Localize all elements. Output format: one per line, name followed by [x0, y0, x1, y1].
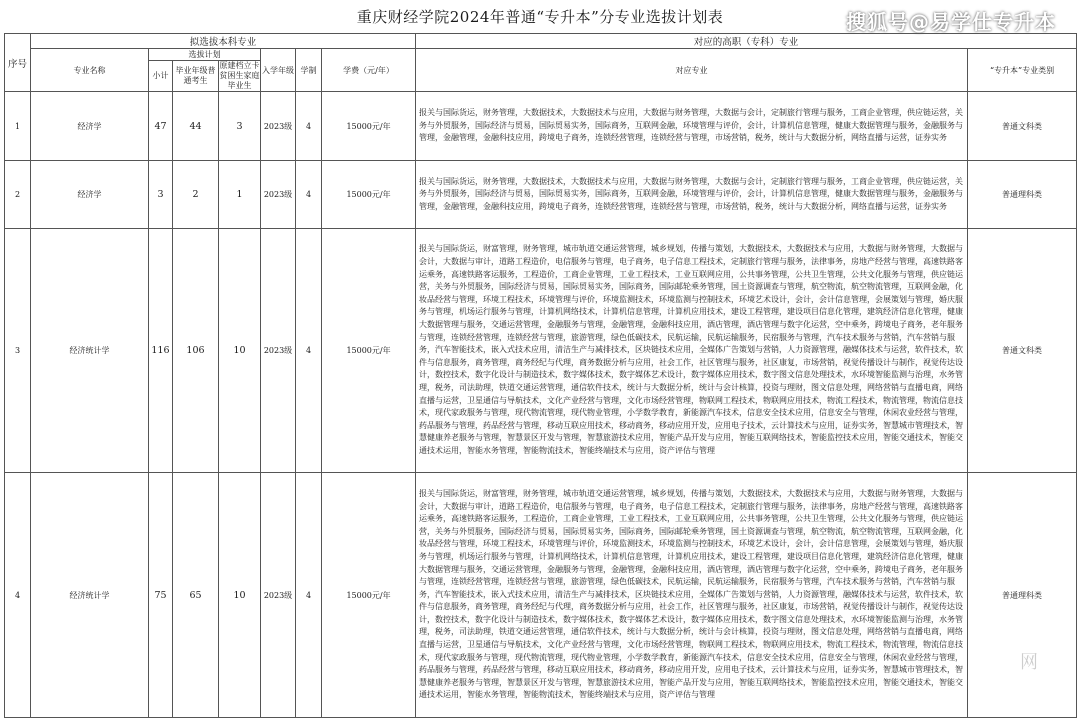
row-seq: 1: [5, 92, 31, 161]
row-major: 经济学: [31, 161, 149, 229]
header-section-vocational: 对应的高职（专科）专业: [416, 34, 1077, 49]
row-duration: 4: [296, 92, 322, 161]
row-tuition: 15000元/年: [322, 473, 416, 718]
row-enroll-year: 2023级: [261, 229, 296, 473]
row-enroll-year: 2023级: [261, 473, 296, 718]
header-duration: 学制: [296, 49, 322, 92]
row-subtotal: 3: [149, 161, 173, 229]
row-major: 经济统计学: [31, 473, 149, 718]
row-poverty: 3: [219, 92, 261, 161]
header-seq: 序号: [5, 34, 31, 92]
header-poverty: 原建档立卡贫困生家庭毕业生: [219, 61, 260, 90]
row-poverty: 10: [219, 229, 261, 473]
row-graduates: 106: [173, 229, 219, 473]
row-graduates: 65: [173, 473, 219, 718]
row-subtotal: 75: [149, 473, 173, 718]
row-seq: 2: [5, 161, 31, 229]
row-duration: 4: [296, 473, 322, 718]
row-vocational-majors: 报关与国际货运，财务管理，大数据技术，大数据技术与应用，大数据与财务管理，大数据与会计，定制旅行管理与服务，工商企业管理，供应链运营，关务与外贸服务，国际经济与贸易，国际贸易实务，国际商务，互联网金融，环境管理与评价，会计，计算机信息管理，健康大数据管理与服务，金融服务与管理，金融管理，金融科技应用，跨境电子商务，连锁经营管理，连锁经营与管理，市场营销，税务，统计与大数据分析，网络直播与运营，证券实务: [416, 92, 968, 161]
row-enroll-year: 2023级: [261, 161, 296, 229]
header-major-name: 专业名称: [31, 49, 149, 92]
row-category: 普通文科类: [968, 229, 1077, 473]
row-duration: 4: [296, 161, 322, 229]
row-poverty: 1: [219, 161, 261, 229]
row-subtotal: 47: [149, 92, 173, 161]
row-major: 经济统计学: [31, 229, 149, 473]
row-tuition: 15000元/年: [322, 92, 416, 161]
row-duration: 4: [296, 229, 322, 473]
sohu-watermark: 搜狐号@易学仕专升本: [846, 10, 1056, 34]
table-row: [5, 473, 1077, 718]
row-subtotal: 116: [149, 229, 173, 473]
row-graduates: 44: [173, 92, 219, 161]
table-row: [5, 229, 1077, 473]
row-vocational-majors: 报关与国际货运，财富管理，财务管理，城市轨道交通运营管理，城乡规划，传播与策划，大数据技术，大数据技术与应用，大数据与财务管理，大数据与会计，大数据与审计，道路工程造价，电信服务与管理，电子商务，电子信息工程技术，定制旅行管理与服务，法律事务，房地产经营与管理，高速铁路客运乘务，高速铁路客运服务，工程造价，工商企业管理，工业工程技术，工业互联网应用，公共事务管理，公共卫生管理，公共文化服务与管理，供应链运营，关务与外贸服务，国际经济与贸易，国际贸易实务，国际商务，国际邮轮乘务管理，国土资源调查与管理，航空物流，航空物流管理，互联网金融，化妆品经营与管理，环境工程技术，环境管理与评价，环境监测技术，环境监测与控制技术，环境艺术设计，会计，会计信息管理，会展策划与管理，婚庆服务与管理，机场运行服务与管理，计算机网络技术，计算机信息管理，计算机应用技术，建设工程管理，建设项目信息化管理，建筑经济信息化管理，健康大数据管理与服务，交通运营管理，金融服务与管理，金融管理，金融科技应用，酒店管理，酒店管理与数字化运营，空中乘务，跨境电子商务，老年服务与管理，连锁经营管理，连锁经营与管理，旅游管理，绿色低碳技术，民航运输，民航运输服务，民宿服务与管理，汽车技术服务与营销，汽车营销与服务，汽车智能技术，嵌入式技术应用，清洁生产与减排技术，区块链技术应用，全媒体广告策划与营销，人力资源管理，融媒体技术与运营，软件技术，软件与信息服务，商务管理，商务经纪与代理，商务数据分析与应用，社会工作，社区管理与服务，社区康复，市场营销，视觉传播设计与制作，视觉传达设计，数控技术，数字化设计与制造技术，数字媒体技术，数字媒体艺术设计，数字媒体应用技术，数字图文信息处理技术，水环境智能监测与治理，水务管理，税务，司法助理，铁道交通运营管理，通信软件技术，统计与大数据分析，统计与会计核算，投资与理财，图文信息处理，网络营销与直播电商，网络直播与运营，卫星通信与导航技术，文化产业经营与管理，文化市场经营管理，物联网工程技术，物联网应用技术，物流工程技术，物流管理，物流信息技术，现代家政服务与管理，现代物流管理，现代物业管理，小学数学教育，新能源汽车技术，信息安全技术应用，信息安全与管理，休闲农业经营与管理，药品服务与管理，药品经营与管理，移动互联应用技术，移动商务，移动应用开发，应用电子技术，云计算技术与应用，证券实务，智慧城市管理技术，智慧健康养老服务与管理，智慧景区开发与管理，智慧旅游技术应用，智能产品开发与应用，智能互联网络技术，智能监控技术应用，智能交通技术，智能交通技术运用，智能水务管理，智能物流技术，智能终端技术与应用，资产评估与管理: [416, 473, 968, 718]
table-row: [5, 161, 1077, 229]
row-vocational-majors: 报关与国际货运，财富管理，财务管理，城市轨道交通运营管理，城乡规划，传播与策划，大数据技术，大数据技术与应用，大数据与财务管理，大数据与会计，大数据与审计，道路工程造价，电信服务与管理，电子商务，电子信息工程技术，定制旅行管理与服务，法律事务，房地产经营与管理，高速铁路客运乘务，高速铁路客运服务，工程造价，工商企业管理，工业工程技术，工业互联网应用，公共事务管理，公共卫生管理，公共文化服务与管理，供应链运营，关务与外贸服务，国际经济与贸易，国际贸易实务，国际商务，国际邮轮乘务管理，国土资源调查与管理，航空物流，航空物流管理，互联网金融，化妆品经营与管理，环境工程技术，环境管理与评价，环境监测技术，环境监测与控制技术，环境艺术设计，会计，会计信息管理，会展策划与管理，婚庆服务与管理，机场运行服务与管理，计算机网络技术，计算机信息管理，计算机应用技术，建设工程管理，建设项目信息化管理，建筑经济信息化管理，健康大数据管理与服务，交通运营管理，金融服务与管理，金融管理，金融科技应用，酒店管理，酒店管理与数字化运营，空中乘务，跨境电子商务，老年服务与管理，连锁经营管理，连锁经营与管理，旅游管理，绿色低碳技术，民航运输，民航运输服务，民宿服务与管理，汽车技术服务与营销，汽车营销与服务，汽车智能技术，嵌入式技术应用，清洁生产与减排技术，区块链技术应用，全媒体广告策划与营销，人力资源管理，融媒体技术与运营，软件技术，软件与信息服务，商务管理，商务经纪与代理，商务数据分析与应用，社会工作，社区管理与服务，社区康复，市场营销，视觉传播设计与制作，视觉传达设计，数控技术，数字化设计与制造技术，数字媒体技术，数字媒体艺术设计，数字媒体应用技术，数字图文信息处理技术，水环境智能监测与治理，水务管理，税务，司法助理，铁道交通运营管理，通信软件技术，统计与大数据分析，统计与会计核算，投资与理财，图文信息处理，网络营销与直播电商，网络直播与运营，卫星通信与导航技术，文化产业经营与管理，文化市场经营管理，物联网工程技术，物联网应用技术，物流工程技术，物流管理，物流信息技术，现代家政服务与管理，现代物流管理，现代物业管理，小学数学教育，新能源汽车技术，信息安全技术应用，信息安全与管理，休闲农业经营与管理，药品服务与管理，药品经营与管理，移动互联应用技术，移动商务，移动应用开发，应用电子技术，云计算技术与应用，证券实务，智慧城市管理技术，智慧健康养老服务与管理，智慧景区开发与管理，智慧旅游技术应用，智能产品开发与应用，智能互联网络技术，智能监控技术应用，智能交通技术，智能交通技术运用，智能水务管理，智能物流技术，智能终端技术与应用，资产评估与管理: [416, 229, 968, 473]
header-vocational-major: 对应专业: [416, 49, 968, 92]
selection-plan-table: [4, 33, 1077, 718]
table-row: [5, 92, 1077, 161]
row-major: 经济学: [31, 92, 149, 161]
document-title: 重庆财经学院2024年普通“专升本”分专业选拔计划表: [356, 8, 724, 26]
header-section-bachelor: 拟选拔本科专业: [31, 34, 416, 49]
header-graduates: 毕业年级普通考生: [173, 61, 219, 92]
header-plan: 选拔计划: [149, 49, 261, 61]
row-seq: 4: [5, 473, 31, 718]
row-category: 普通理科类: [968, 473, 1077, 718]
row-tuition: 15000元/年: [322, 161, 416, 229]
row-category: 普通理科类: [968, 161, 1077, 229]
row-seq: 3: [5, 229, 31, 473]
row-poverty: 10: [219, 473, 261, 718]
row-vocational-majors: 报关与国际货运，财务管理，大数据技术，大数据技术与应用，大数据与财务管理，大数据与会计，定制旅行管理与服务，工商企业管理，供应链运营，关务与外贸服务，国际经济与贸易，国际贸易实务，国际商务，互联网金融，环境管理与评价，会计，计算机信息管理，健康大数据管理与服务，金融服务与管理，金融管理，金融科技应用，跨境电子商务，连锁经营管理，连锁经营与管理，市场营销，税务，统计与大数据分析，网络直播与运营，证券实务: [416, 161, 968, 229]
row-graduates: 2: [173, 161, 219, 229]
header-enroll-year: 入学年级: [261, 49, 296, 92]
header-tuition: 学费（元/年）: [322, 49, 416, 92]
row-tuition: 15000元/年: [322, 229, 416, 473]
bottom-watermark: 网: [1020, 652, 1038, 673]
row-enroll-year: 2023级: [261, 92, 296, 161]
row-category: 普通文科类: [968, 92, 1077, 161]
header-subtotal: 小计: [149, 61, 173, 92]
header-category: “专升本”专业类别: [968, 49, 1077, 92]
